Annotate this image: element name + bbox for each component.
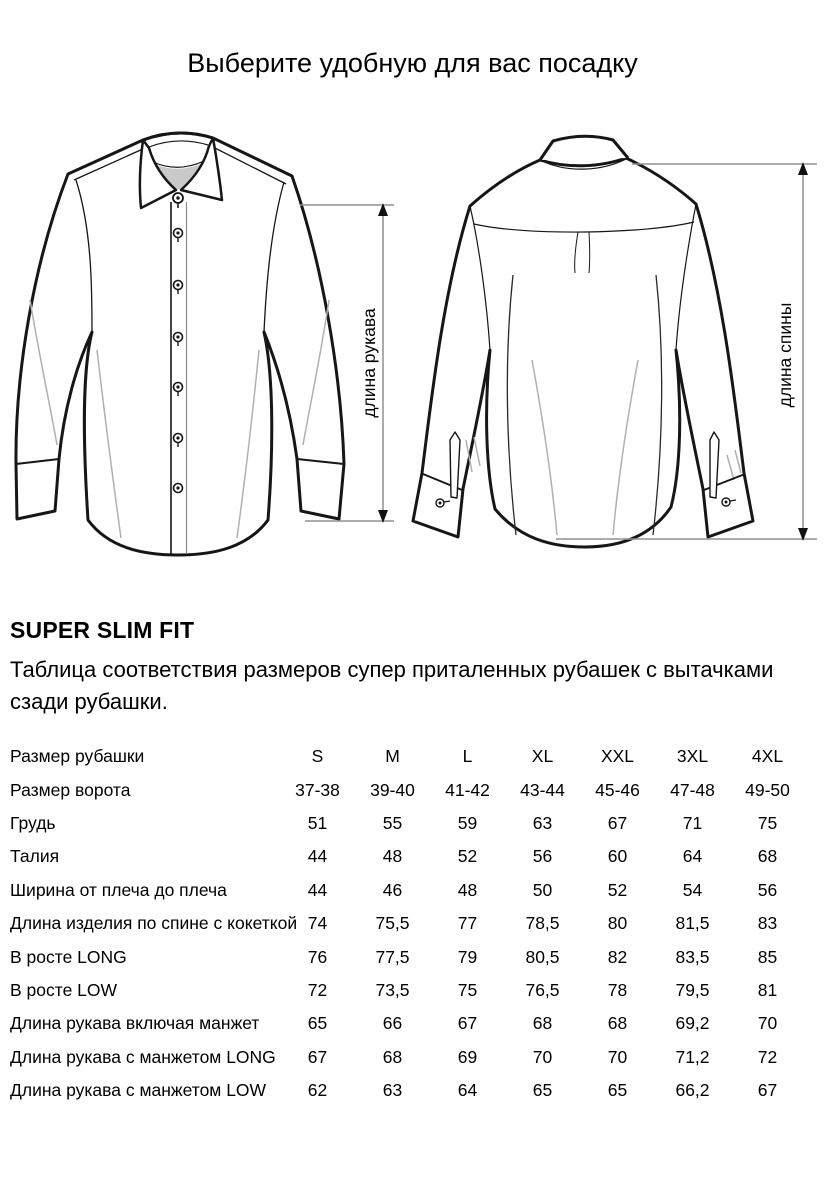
cell-value: 3XL bbox=[676, 746, 709, 767]
cell-value: 73,5 bbox=[375, 979, 410, 1000]
cell-value: 81,5 bbox=[675, 913, 710, 934]
cell-value: 44 bbox=[307, 846, 328, 867]
cell-value: 66,2 bbox=[675, 1080, 710, 1101]
cell-value: 65 bbox=[532, 1080, 553, 1101]
cell-value: 75 bbox=[457, 979, 478, 1000]
row-label: Длина рукава включая манжет bbox=[10, 1013, 260, 1034]
cell-value: 43-44 bbox=[520, 779, 565, 800]
table-row bbox=[10, 740, 805, 773]
table-row bbox=[10, 874, 805, 907]
cell-value: 80,5 bbox=[525, 946, 560, 967]
cell-value: S bbox=[311, 746, 324, 767]
cell-value: 65 bbox=[307, 1013, 328, 1034]
cell-value: 80 bbox=[607, 913, 628, 934]
cell-value: 69,2 bbox=[675, 1013, 710, 1034]
cell-value: 62 bbox=[307, 1080, 328, 1101]
cell-value: 39-40 bbox=[370, 779, 415, 800]
cell-value: 67 bbox=[757, 1080, 778, 1101]
cell-value: 75 bbox=[757, 812, 778, 833]
cell-value: 48 bbox=[457, 879, 478, 900]
cell-value: 52 bbox=[607, 879, 628, 900]
table-row bbox=[10, 940, 805, 973]
table-row bbox=[10, 974, 805, 1007]
cell-value: 70 bbox=[607, 1046, 628, 1067]
cell-value: 54 bbox=[682, 879, 703, 900]
cell-value: 85 bbox=[757, 946, 778, 967]
size-table bbox=[10, 740, 805, 1107]
cell-value: 63 bbox=[382, 1080, 403, 1101]
cell-value: 78 bbox=[607, 979, 628, 1000]
row-label: Размер рубашки bbox=[10, 746, 145, 767]
cell-value: L bbox=[462, 746, 473, 767]
cell-value: 75,5 bbox=[375, 913, 410, 934]
cell-value: 49-50 bbox=[745, 779, 790, 800]
table-row bbox=[10, 1041, 805, 1074]
cell-value: 69 bbox=[457, 1046, 478, 1067]
cell-value: 83 bbox=[757, 913, 778, 934]
cell-value: 68 bbox=[607, 1013, 628, 1034]
cell-value: 64 bbox=[682, 846, 703, 867]
back-collar bbox=[540, 136, 628, 160]
cell-value: 59 bbox=[457, 812, 478, 833]
fit-description-line1: Таблица соответствия размеров супер приталенных рубашек с вытачками bbox=[10, 657, 774, 682]
cell-value: 56 bbox=[532, 846, 553, 867]
cell-value: 68 bbox=[382, 1046, 403, 1067]
cell-value: 83,5 bbox=[675, 946, 710, 967]
cell-value: 77 bbox=[457, 913, 478, 934]
cell-value: 68 bbox=[532, 1013, 553, 1034]
cell-value: 67 bbox=[457, 1013, 478, 1034]
cell-value: 64 bbox=[457, 1080, 478, 1101]
table-row bbox=[10, 1007, 805, 1040]
row-label: Ширина от плеча до плеча bbox=[10, 879, 227, 900]
cell-value: 50 bbox=[532, 879, 553, 900]
cell-value: XL bbox=[531, 746, 554, 767]
table-row bbox=[10, 807, 805, 840]
cell-value: 78,5 bbox=[525, 913, 560, 934]
cell-value: 37-38 bbox=[295, 779, 340, 800]
cell-value: 71,2 bbox=[675, 1046, 710, 1067]
fit-description-line2: сзади рубашки. bbox=[10, 689, 168, 714]
front-shirt-drawing bbox=[16, 133, 344, 555]
cell-value: M bbox=[385, 746, 400, 767]
cell-value: 71 bbox=[682, 812, 703, 833]
cell-value: 45-46 bbox=[595, 779, 640, 800]
cell-value: 44 bbox=[307, 879, 328, 900]
cell-value: 52 bbox=[457, 846, 478, 867]
row-label: Талия bbox=[10, 846, 60, 867]
cell-value: 74 bbox=[307, 913, 328, 934]
cell-value: 46 bbox=[382, 879, 403, 900]
cell-value: 81 bbox=[757, 979, 778, 1000]
cell-value: 55 bbox=[382, 812, 403, 833]
cell-value: 66 bbox=[382, 1013, 403, 1034]
back-shirt-drawing bbox=[413, 136, 753, 547]
table-row bbox=[10, 907, 805, 940]
cell-value: 82 bbox=[607, 946, 628, 967]
cell-value: 60 bbox=[607, 846, 628, 867]
back-shirt-body bbox=[413, 158, 753, 547]
cell-value: 72 bbox=[757, 1046, 778, 1067]
cell-value: 56 bbox=[757, 879, 778, 900]
shirts-figure bbox=[0, 110, 825, 580]
table-row bbox=[10, 773, 805, 806]
row-label: В росте LOW bbox=[10, 979, 118, 1000]
cell-value: 70 bbox=[757, 1013, 778, 1034]
cell-value: 77,5 bbox=[375, 946, 410, 967]
cell-value: 79,5 bbox=[675, 979, 710, 1000]
cell-value: 67 bbox=[607, 812, 628, 833]
back-length-label: длина спины bbox=[775, 302, 795, 408]
cell-value: 68 bbox=[757, 846, 778, 867]
row-label: Длина изделия по спине с кокеткой bbox=[10, 913, 298, 934]
table-row bbox=[10, 1074, 805, 1107]
sleeve-length-label: длина рукава bbox=[359, 308, 379, 418]
row-label: Размер ворота bbox=[10, 779, 131, 800]
cell-value: 48 bbox=[382, 846, 403, 867]
cell-value: 76 bbox=[307, 946, 328, 967]
page-title: Выберите удобную для вас посадку bbox=[187, 48, 638, 78]
row-label: Грудь bbox=[10, 812, 56, 833]
cell-value: 4XL bbox=[751, 746, 784, 767]
row-label: Длина рукава с манжетом LONG bbox=[10, 1046, 276, 1067]
cell-value: 79 bbox=[457, 946, 478, 967]
cell-value: 67 bbox=[307, 1046, 328, 1067]
table-row bbox=[10, 840, 805, 873]
cell-value: 51 bbox=[307, 812, 328, 833]
cell-value: 65 bbox=[607, 1080, 628, 1101]
cell-value: 70 bbox=[532, 1046, 553, 1067]
row-label: Длина рукава с манжетом LOW bbox=[10, 1080, 267, 1101]
cell-value: 41-42 bbox=[445, 779, 490, 800]
cell-value: 76,5 bbox=[525, 979, 560, 1000]
cell-value: XXL bbox=[600, 746, 635, 767]
cell-value: 72 bbox=[307, 979, 328, 1000]
fit-heading: SUPER SLIM FIT bbox=[10, 617, 195, 643]
row-label: В росте LONG bbox=[10, 946, 127, 967]
cell-value: 63 bbox=[532, 812, 553, 833]
cell-value: 47-48 bbox=[670, 779, 715, 800]
